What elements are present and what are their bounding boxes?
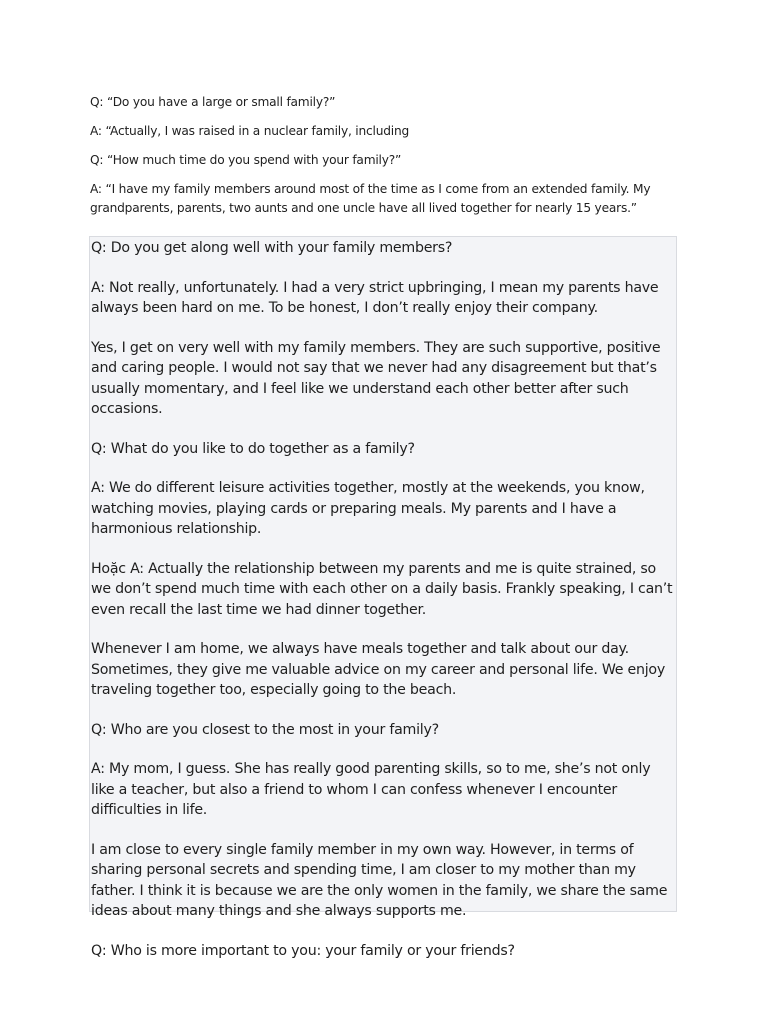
answer-activities-positive: A: We do different leisure activities together, mostly at the weekends, you know, watching movies, playing cards or preparing meals. My parents and I have a harmonious relationship.	[91, 480, 645, 537]
answer-closest-mother-detail: I am close to every single family member in my own way. However, in terms of sharing personal secrets and spending time, I am closer to my mother than my father. I think it is because we are the only women in the family, we share the same ideas about many things and she always supports me.	[91, 841, 668, 919]
answer-family-size: A: “Actually, I was raised in a nuclear family, including	[90, 124, 410, 138]
answer-activities-negative: Hoặc A: Actually the relationship between my parents and me is quite strained, so we don’t spend much time with each other on a daily basis. Frankly speaking, I can’t even recall the last time we had dinner together.	[91, 560, 673, 618]
question-family-or-friends: Q: Who is more important to you: your family or your friends?	[91, 942, 515, 959]
question-family-size: Q: “Do you have a large or small family?”	[90, 95, 336, 109]
answer-get-along-negative: A: Not really, unfortunately. I had a very strict upbringing, I mean my parents have always been hard on me. To be honest, I don’t really enjoy their company.	[91, 279, 659, 316]
answer-time-with-family: A: “I have my family members around most of the time as I come from an extended family. My grandparents, parents, two aunts and one uncle have all lived together for nearly 15 years.”	[90, 182, 651, 215]
question-time-with-family: Q: “How much time do you spend with your family?”	[90, 153, 402, 167]
question-get-along: Q: Do you get along well with your family members?	[91, 240, 453, 256]
answer-activities-alternative: Whenever I am home, we always have meals together and talk about our day. Sometimes, they give me valuable advice on my career and personal life. We enjoy traveling together too, especially going to the beach.	[91, 641, 666, 698]
answer-get-along-positive: Yes, I get on very well with my family members. They are such supportive, positive and caring people. I would not say that we never had any disagreement but that’s usually momentary, and I feel like we understand each other better after such occasions.	[91, 339, 661, 417]
answer-closest-mom: A: My mom, I guess. She has really good parenting skills, so to me, she’s not only like a teacher, but also a friend to whom I can confess whenever I encounter difficulties in life.	[91, 761, 651, 818]
intro-qa-section	[90, 93, 680, 218]
question-closest-member: Q: Who are you closest to the most in your family?	[91, 721, 439, 738]
highlighted-qa-box	[89, 236, 677, 959]
question-activities: Q: What do you like to do together as a family?	[91, 440, 415, 457]
